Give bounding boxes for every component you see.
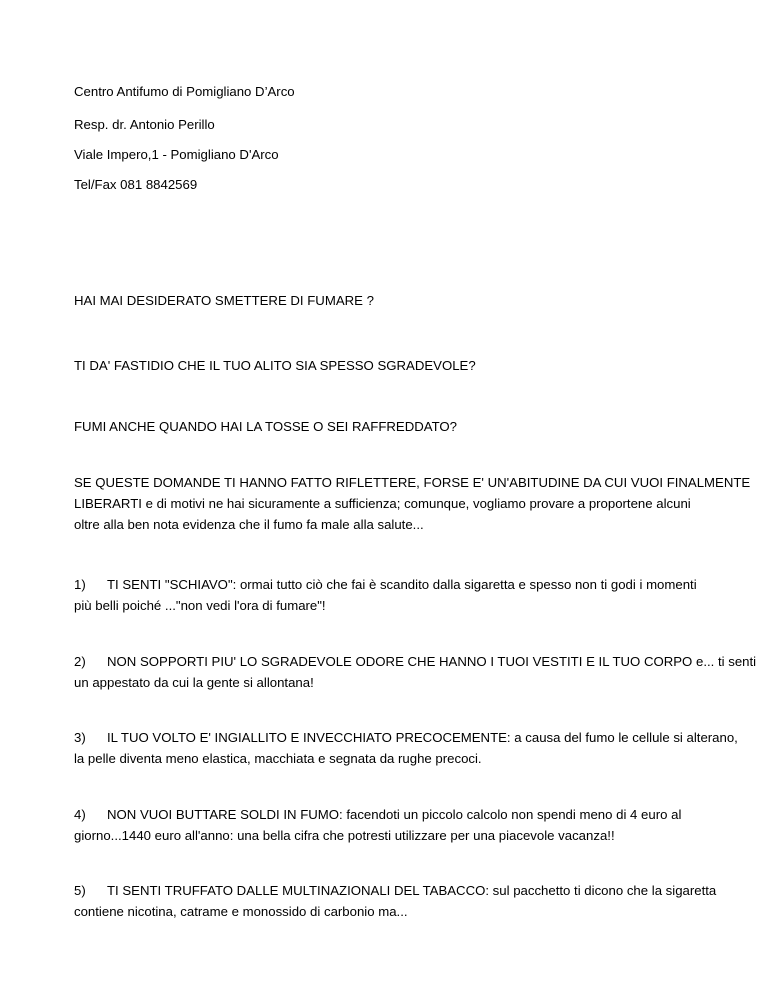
reason-number: 3) xyxy=(74,730,86,745)
reason-text-line-2: giorno...1440 euro all'anno: una bella cifra che potresti utilizzare per una piacevole vacanza!! xyxy=(74,828,615,843)
intro-line-3: oltre alla ben nota evidenza che il fumo fa male alla salute... xyxy=(74,517,424,532)
reason-number: 5) xyxy=(74,883,86,898)
responsible-doctor: Resp. dr. Antonio Perillo xyxy=(74,117,215,132)
reason-number: 2) xyxy=(74,654,86,669)
question-1: HAI MAI DESIDERATO SMETTERE DI FUMARE ? xyxy=(74,293,374,308)
reason-number: 1) xyxy=(74,577,86,592)
reason-text-line-1: TI SENTI "SCHIAVO": ormai tutto ciò che fai è scandito dalla sigaretta e spesso non ti godi i momenti xyxy=(107,577,697,592)
intro-line-2: LIBERARTI e di motivi ne hai sicuramente a sufficienza; comunque, vogliamo provare a proportene alcuni xyxy=(74,496,691,511)
phone-fax: Tel/Fax 081 8842569 xyxy=(74,177,198,192)
reason-text-line-2: più belli poiché ..."non vedi l'ora di fumare"! xyxy=(74,598,326,613)
reason-number: 4) xyxy=(74,807,86,822)
question-3: FUMI ANCHE QUANDO HAI LA TOSSE O SEI RAFFREDDATO? xyxy=(74,419,458,434)
intro-line-1: SE QUESTE DOMANDE TI HANNO FATTO RIFLETTERE, FORSE E' UN'ABITUDINE DA CUI VUOI FINALMENTE xyxy=(74,475,751,490)
address: Viale Impero,1 - Pomigliano D'Arco xyxy=(74,147,279,162)
reason-text-line-1: IL TUO VOLTO E' INGIALLITO E INVECCHIATO PRECOCEMENTE: a causa del fumo le cellule si alterano, xyxy=(107,730,738,745)
reason-text-line-1: NON SOPPORTI PIU' LO SGRADEVOLE ODORE CHE HANNO I TUOI VESTITI E IL TUO CORPO e... ti senti xyxy=(107,654,757,669)
question-2: TI DA' FASTIDIO CHE IL TUO ALITO SIA SPESSO SGRADEVOLE? xyxy=(74,358,476,373)
reason-text-line-1: NON VUOI BUTTARE SOLDI IN FUMO: facendoti un piccolo calcolo non spendi meno di 4 euro al xyxy=(107,807,682,822)
reason-text-line-2: contiene nicotina, catrame e monossido di carbonio ma... xyxy=(74,904,408,919)
center-name: Centro Antifumo di Pomigliano D’Arco xyxy=(74,84,295,99)
reason-text-line-2: la pelle diventa meno elastica, macchiata e segnata da rughe precoci. xyxy=(74,751,482,766)
reason-text-line-2: un appestato da cui la gente si allontana! xyxy=(74,675,314,690)
reason-text-line-1: TI SENTI TRUFFATO DALLE MULTINAZIONALI DEL TABACCO: sul pacchetto ti dicono che la sigaretta xyxy=(107,883,717,898)
